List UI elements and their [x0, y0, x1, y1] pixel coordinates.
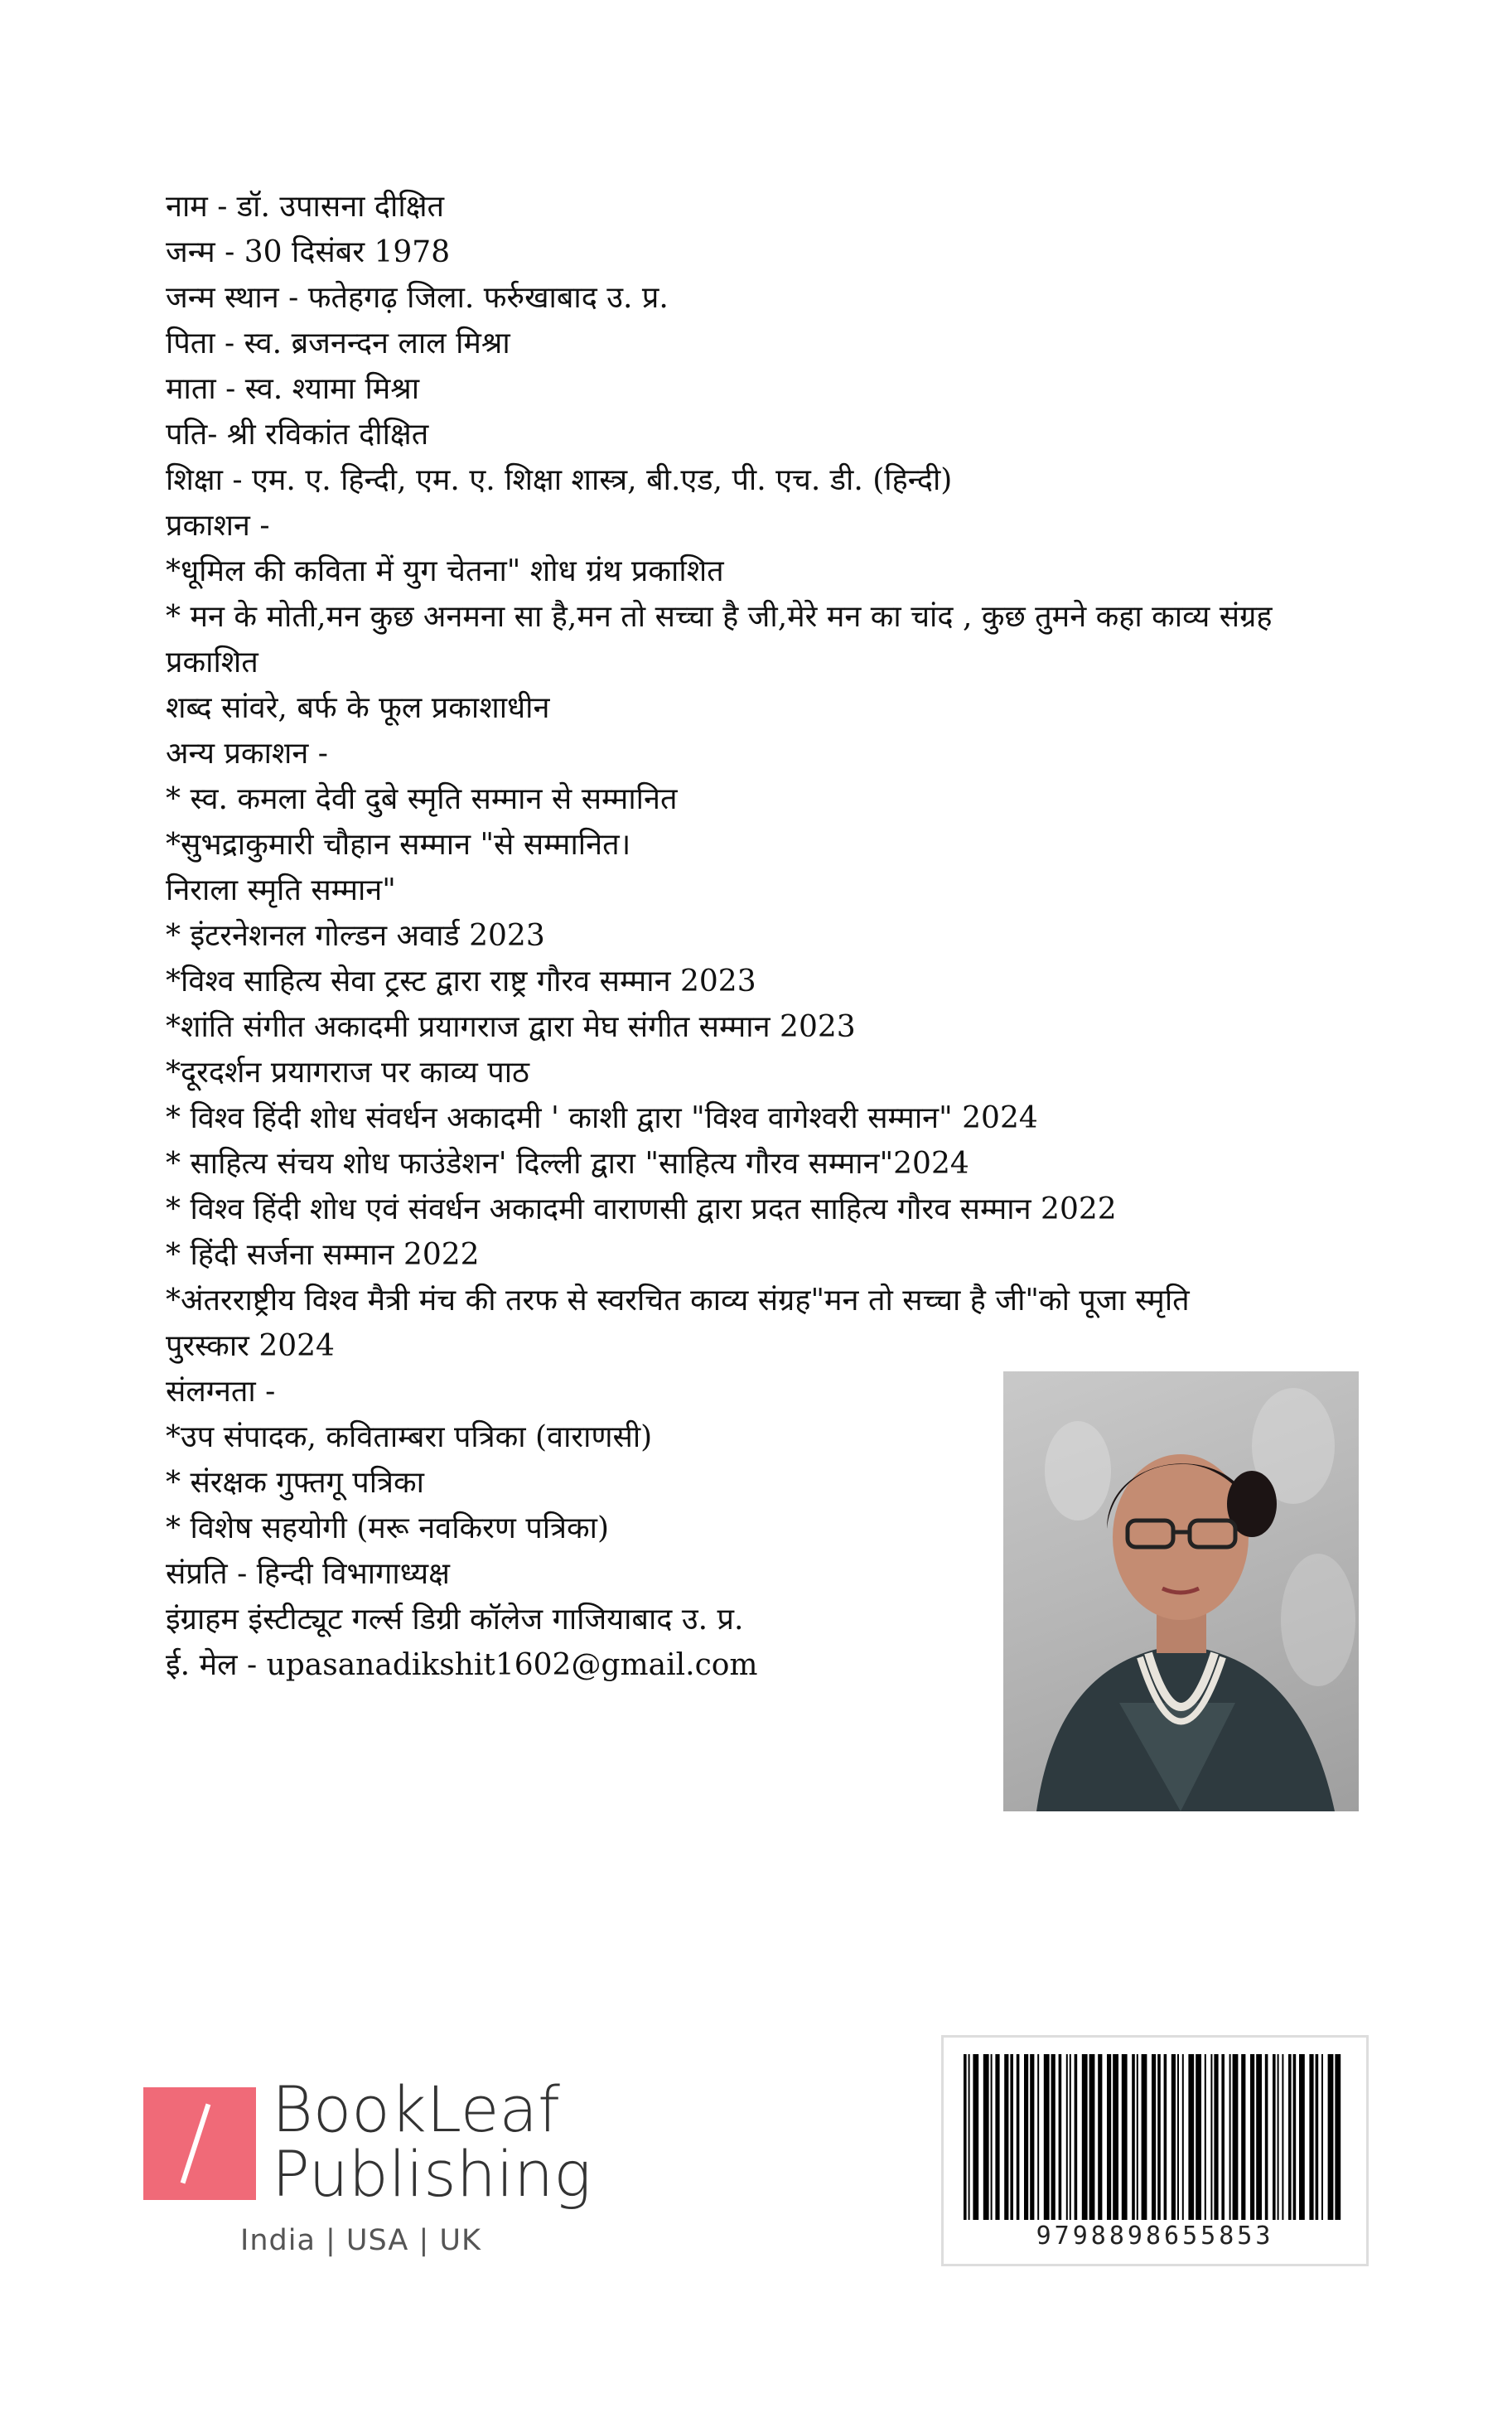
bio-line: प्रकाशित — [166, 645, 258, 679]
barcode-bar — [964, 2054, 967, 2220]
barcode-bar — [1132, 2054, 1135, 2220]
bio-line: *सुभद्राकुमारी चौहान सम्मान "से सम्मानित। — [166, 828, 631, 862]
barcode-bar — [1309, 2054, 1313, 2220]
barcode-bar — [1316, 2054, 1319, 2220]
bio-line: पिता - स्व. ब्रजनन्दन लाल मिश्रा — [166, 326, 510, 360]
bio-line: * विश्व हिंदी शोध संवर्धन अकादमी ' काशी द्वारा "विश्व वागेश्वरी सम्मान" 2024 — [166, 1101, 1038, 1135]
barcode-bar — [1164, 2054, 1167, 2220]
bio-line: शिक्षा - एम. ए. हिन्दी, एम. ए. शिक्षा शास्त्र, बी.एड, पी. एच. डी. (हिन्दी) — [166, 463, 953, 497]
barcode-bar — [1293, 2054, 1297, 2220]
bio-line: इंग्राहम इंस्टीट्यूट गर्ल्स डिग्री कॉलेज गाजियाबाद उ. प्र. — [166, 1603, 744, 1637]
barcode-bar — [1059, 2054, 1062, 2220]
barcode-bar — [1171, 2054, 1176, 2220]
bio-line: अन्य प्रकाशन - — [166, 737, 328, 771]
barcode-bar — [983, 2054, 989, 2220]
barcode-bar — [1107, 2054, 1111, 2220]
barcode-bar — [1328, 2054, 1334, 2220]
publisher-logo-mark — [143, 2087, 256, 2200]
bio-line: पुरस्कार 2024 — [166, 1329, 335, 1363]
barcode-bar — [1152, 2054, 1156, 2220]
bio-line: संप्रति - हिन्दी विभागाध्यक्ष — [166, 1557, 450, 1591]
bio-line: * इंटरनेशनल गोल्डन अवार्ड 2023 — [166, 919, 545, 953]
bio-line: जन्म - 30 दिसंबर 1978 — [166, 235, 451, 269]
bio-line: * विशेष सहयोगी (मरू नवकिरण पत्रिका) — [166, 1511, 610, 1545]
barcode-bar — [1233, 2054, 1239, 2220]
barcode-bar — [1196, 2054, 1201, 2220]
barcode-bar — [1273, 2054, 1276, 2220]
bio-line: *उप संपादक, कविताम्बरा पत्रिका (वाराणसी) — [166, 1420, 653, 1454]
barcode-bar — [1241, 2054, 1245, 2220]
bio-line: संलग्नता - — [166, 1375, 276, 1409]
bio-line: नाम - डॉ. उपासना दीक्षित — [166, 190, 445, 224]
bio-line: शब्द सांवरे, बर्फ के फूल प्रकाशाधीन — [166, 691, 550, 725]
barcode-bar — [1250, 2054, 1254, 2220]
barcode-bar — [1075, 2054, 1078, 2220]
barcode-bar — [1214, 2054, 1218, 2220]
barcode-bar — [1288, 2054, 1292, 2220]
barcode-bar — [1188, 2054, 1194, 2220]
barcode-bar — [1030, 2054, 1034, 2220]
bio-line: * हिंदी सर्जना सम्मान 2022 — [166, 1238, 480, 1272]
bio-line: पति- श्री रविकांत दीक्षित — [166, 418, 429, 452]
bio-line: * विश्व हिंदी शोध एवं संवर्धन अकादमी वाराणसी द्वारा प्रदत साहित्य गौरव सम्मान 2022 — [166, 1192, 1117, 1226]
bio-line: * संरक्षक गुफ्तगू पत्रिका — [166, 1466, 424, 1500]
isbn-number: 9798898655853 — [1036, 2222, 1274, 2251]
barcode-bar — [995, 2054, 999, 2220]
barcode-bar — [1221, 2054, 1225, 2220]
bio-line: प्रकाशन - — [166, 509, 270, 543]
barcode-bar — [1089, 2054, 1095, 2220]
bio-line: निराला स्मृति सम्मान" — [166, 873, 396, 907]
barcode-bar — [1229, 2054, 1231, 2220]
publisher-subtitle: Publishing — [272, 2137, 592, 2211]
barcode-bar — [973, 2054, 978, 2220]
barcode-bar — [1082, 2054, 1088, 2220]
barcode-bar — [1256, 2054, 1262, 2220]
barcode-bar — [1137, 2054, 1138, 2220]
barcode-bar — [1070, 2054, 1071, 2220]
barcode-bar — [1004, 2054, 1008, 2220]
barcode-bar — [1205, 2054, 1206, 2220]
author-photo — [1003, 1371, 1359, 1811]
barcode-bar — [991, 2054, 993, 2220]
barcode-bar — [1182, 2054, 1184, 2220]
barcode-bar — [1122, 2054, 1128, 2220]
barcode-bar — [1142, 2054, 1147, 2220]
bio-line: ई. मेल - upasanadikshit1602@gmail.com — [166, 1648, 758, 1682]
bio-line: *विश्व साहित्य सेवा ट्रस्ट द्वारा राष्ट्र गौरव सम्मान 2023 — [166, 965, 756, 998]
barcode-bar — [1299, 2054, 1305, 2220]
bio-line: * स्व. कमला देवी दुबे स्मृति सम्मान से सम्मानित — [166, 782, 678, 816]
barcode-bar — [1024, 2054, 1028, 2220]
barcode-bar — [1113, 2054, 1118, 2220]
barcode-bar — [1098, 2054, 1102, 2220]
bio-line: * मन के मोती,मन कुछ अनमना सा है,मन तो सच्चा है जी,मेरे मन का चांद , कुछ तुमने कहा काव्य संग्रह — [166, 600, 1273, 634]
barcode-bar — [1157, 2054, 1161, 2220]
slash-icon — [181, 2104, 211, 2184]
barcode-bar — [1282, 2054, 1283, 2220]
bio-line: *शांति संगीत अकादमी प्रयागराज द्वारा मेघ संगीत सम्मान 2023 — [166, 1010, 856, 1044]
barcode-bar — [1010, 2054, 1013, 2220]
bio-line: *धूमिल की कविता में युग चेतना" शोध ग्रंथ प्रकाशित — [166, 554, 724, 588]
bio-line: *अंतरराष्ट्रीय विश्व मैत्री मंच की तरफ से स्वरचित काव्य संग्रह"मन तो सच्चा है जी"को पूजा स्मृति — [166, 1284, 1190, 1318]
barcode-bar — [969, 2054, 970, 2220]
barcode-bars — [960, 2054, 1350, 2220]
barcode-bar — [1037, 2054, 1039, 2220]
barcode-bar — [1066, 2054, 1068, 2220]
barcode-bar — [1278, 2054, 1279, 2220]
barcode-bar — [1017, 2054, 1020, 2220]
bio-line: जन्म स्थान - फतेहगढ़ जिला. फर्रुखाबाद उ. प्र. — [166, 281, 669, 315]
barcode-bar — [1265, 2054, 1268, 2220]
barcode-bar — [1051, 2054, 1056, 2220]
barcode-bar — [1044, 2054, 1050, 2220]
barcode-bar — [1210, 2054, 1212, 2220]
bio-line: माता - स्व. श्यामा मिश्रा — [166, 372, 420, 406]
barcode-bar — [1335, 2054, 1341, 2220]
bio-line: *दूरदर्शन प्रयागराज पर काव्य पाठ — [166, 1056, 529, 1090]
barcode-bar — [1321, 2054, 1323, 2220]
isbn-barcode — [941, 2035, 1369, 2266]
barcode-bar — [1177, 2054, 1179, 2220]
bio-line: * साहित्य संचय शोध फाउंडेशन' दिल्ली द्वारा "साहित्य गौरव सम्मान"2024 — [166, 1147, 969, 1181]
publisher-regions: India | USA | UK — [240, 2224, 481, 2257]
publisher-name: BookLeaf — [272, 2072, 560, 2146]
